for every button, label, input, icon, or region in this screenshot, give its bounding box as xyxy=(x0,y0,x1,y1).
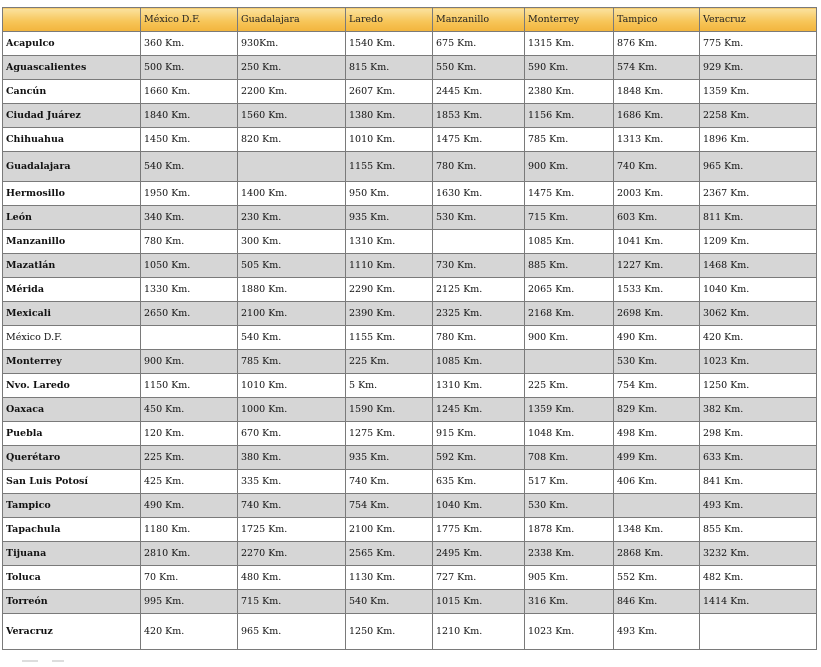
distance-cell: 540 Km. xyxy=(238,326,346,350)
distance-cell: 1210 Km. xyxy=(433,614,525,650)
distance-cell: 995 Km. xyxy=(141,590,238,614)
distance-cell: 590 Km. xyxy=(525,56,614,80)
distance-cell: 740 Km. xyxy=(238,494,346,518)
distance-cell: 1085 Km. xyxy=(525,230,614,254)
header-monterrey: Monterrey xyxy=(525,8,614,32)
table-row xyxy=(3,302,817,326)
distance-cell: 2367 Km. xyxy=(700,182,817,206)
distance-cell: 1040 Km. xyxy=(433,494,525,518)
row-city-label: Tapachula xyxy=(3,518,141,542)
table-row xyxy=(3,518,817,542)
distance-cell: 360 Km. xyxy=(141,32,238,56)
row-city-label: Hermosillo xyxy=(3,182,141,206)
distance-cell: 552 Km. xyxy=(614,566,700,590)
row-city-label: Veracruz xyxy=(3,614,141,650)
table-row xyxy=(3,80,817,104)
row-city-label: Tampico xyxy=(3,494,141,518)
header-mexico-df: México D.F. xyxy=(141,8,238,32)
row-city-label: Tijuana xyxy=(3,542,141,566)
distance-cell: 950 Km. xyxy=(346,182,433,206)
distance-cell: 380 Km. xyxy=(238,446,346,470)
table-row xyxy=(3,56,817,80)
distance-cell: 1533 Km. xyxy=(614,278,700,302)
distance-cell: 498 Km. xyxy=(614,422,700,446)
distance-cell: 2200 Km. xyxy=(238,80,346,104)
distance-cell: 120 Km. xyxy=(141,422,238,446)
distance-cell: 1180 Km. xyxy=(141,518,238,542)
table-row xyxy=(3,32,817,56)
row-city-label: León xyxy=(3,206,141,230)
distance-cell: 1560 Km. xyxy=(238,104,346,128)
distance-cell: 1725 Km. xyxy=(238,518,346,542)
row-city-label: Mérida xyxy=(3,278,141,302)
distance-cell: 1010 Km. xyxy=(238,374,346,398)
distance-cell: 900 Km. xyxy=(525,326,614,350)
table-row xyxy=(3,398,817,422)
distance-cell: 250 Km. xyxy=(238,56,346,80)
distance-cell: 2065 Km. xyxy=(525,278,614,302)
distance-cell: 1590 Km. xyxy=(346,398,433,422)
distance-cell: 1000 Km. xyxy=(238,398,346,422)
header-manzanillo: Manzanillo xyxy=(433,8,525,32)
distance-cell: 754 Km. xyxy=(346,494,433,518)
distance-cell xyxy=(700,614,817,650)
distance-cell: 1775 Km. xyxy=(433,518,525,542)
distance-cell: 2325 Km. xyxy=(433,302,525,326)
distance-cell: 1630 Km. xyxy=(433,182,525,206)
distance-cell xyxy=(238,152,346,182)
distance-cell: 298 Km. xyxy=(700,422,817,446)
distance-cell: 1475 Km. xyxy=(433,128,525,152)
distance-cell: 2445 Km. xyxy=(433,80,525,104)
distance-cell: 1414 Km. xyxy=(700,590,817,614)
distance-cell: 1848 Km. xyxy=(614,80,700,104)
distance-cell: 2290 Km. xyxy=(346,278,433,302)
distance-cell: 1023 Km. xyxy=(700,350,817,374)
distance-cell: 482 Km. xyxy=(700,566,817,590)
distance-cell: 1245 Km. xyxy=(433,398,525,422)
distance-cell: 815 Km. xyxy=(346,56,433,80)
table-row xyxy=(3,206,817,230)
distance-cell: 1010 Km. xyxy=(346,128,433,152)
distance-cell: 490 Km. xyxy=(614,326,700,350)
distance-cell: 1359 Km. xyxy=(700,80,817,104)
row-city-label: Cancún xyxy=(3,80,141,104)
distance-cell: 1156 Km. xyxy=(525,104,614,128)
distance-cell: 2270 Km. xyxy=(238,542,346,566)
distance-cell: 1227 Km. xyxy=(614,254,700,278)
distance-cell: 499 Km. xyxy=(614,446,700,470)
distance-cell: 1878 Km. xyxy=(525,518,614,542)
distance-cell: 2810 Km. xyxy=(141,542,238,566)
distance-cell: 929 Km. xyxy=(700,56,817,80)
distance-cell: 425 Km. xyxy=(141,470,238,494)
distance-cell: 225 Km. xyxy=(141,446,238,470)
distance-cell: 905 Km. xyxy=(525,566,614,590)
table-row xyxy=(3,326,817,350)
header-tampico: Tampico xyxy=(614,8,700,32)
distance-cell: 1540 Km. xyxy=(346,32,433,56)
distance-cell: 5 Km. xyxy=(346,374,433,398)
distance-cell xyxy=(525,350,614,374)
distance-cell: 935 Km. xyxy=(346,446,433,470)
distance-cell: 708 Km. xyxy=(525,446,614,470)
distance-cell: 930Km. xyxy=(238,32,346,56)
distance-cell: 1896 Km. xyxy=(700,128,817,152)
row-city-label: Mazatlán xyxy=(3,254,141,278)
table-row xyxy=(3,254,817,278)
distance-cell: 1250 Km. xyxy=(700,374,817,398)
distance-cell: 715 Km. xyxy=(238,590,346,614)
distance-cell: 1330 Km. xyxy=(141,278,238,302)
distance-cell: 2495 Km. xyxy=(433,542,525,566)
distance-cell: 1209 Km. xyxy=(700,230,817,254)
distance-cell: 2168 Km. xyxy=(525,302,614,326)
header-guadalajara: Guadalajara xyxy=(238,8,346,32)
table-row xyxy=(3,104,817,128)
distance-cell: 1313 Km. xyxy=(614,128,700,152)
row-city-label: Nvo. Laredo xyxy=(3,374,141,398)
distance-cell: 846 Km. xyxy=(614,590,700,614)
distance-cell: 876 Km. xyxy=(614,32,700,56)
distance-cell: 230 Km. xyxy=(238,206,346,230)
distance-cell: 420 Km. xyxy=(141,614,238,650)
distance-cell: 1400 Km. xyxy=(238,182,346,206)
distance-cell: 841 Km. xyxy=(700,470,817,494)
distance-cell: 1050 Km. xyxy=(141,254,238,278)
header-laredo: Laredo xyxy=(346,8,433,32)
distance-cell: 1155 Km. xyxy=(346,152,433,182)
row-city-label: Chihuahua xyxy=(3,128,141,152)
distance-cell: 592 Km. xyxy=(433,446,525,470)
table-row xyxy=(3,422,817,446)
header-veracruz: Veracruz xyxy=(700,8,817,32)
distance-cell: 1380 Km. xyxy=(346,104,433,128)
distance-cell: 1023 Km. xyxy=(525,614,614,650)
distance-cell: 2607 Km. xyxy=(346,80,433,104)
distance-cell xyxy=(614,494,700,518)
distance-cell: 2338 Km. xyxy=(525,542,614,566)
distance-cell: 965 Km. xyxy=(700,152,817,182)
table-row xyxy=(3,350,817,374)
distance-cell: 885 Km. xyxy=(525,254,614,278)
distance-cell: 340 Km. xyxy=(141,206,238,230)
table-row xyxy=(3,182,817,206)
distance-cell: 1110 Km. xyxy=(346,254,433,278)
distance-cell: 406 Km. xyxy=(614,470,700,494)
distance-cell: 450 Km. xyxy=(141,398,238,422)
distance-cell: 2698 Km. xyxy=(614,302,700,326)
distance-cell: 1015 Km. xyxy=(433,590,525,614)
distance-cell: 740 Km. xyxy=(346,470,433,494)
distance-cell: 811 Km. xyxy=(700,206,817,230)
table-row xyxy=(3,278,817,302)
header-row xyxy=(3,8,817,32)
header-corner-cell xyxy=(3,8,141,32)
distance-cell: 225 Km. xyxy=(346,350,433,374)
row-city-label: Toluca xyxy=(3,566,141,590)
distance-cell: 780 Km. xyxy=(433,152,525,182)
distance-cell: 785 Km. xyxy=(525,128,614,152)
distance-cell: 493 Km. xyxy=(700,494,817,518)
distance-cell: 1310 Km. xyxy=(346,230,433,254)
distance-cell: 480 Km. xyxy=(238,566,346,590)
distance-cell: 530 Km. xyxy=(614,350,700,374)
distance-cell: 829 Km. xyxy=(614,398,700,422)
distance-cell: 635 Km. xyxy=(433,470,525,494)
distance-cell: 2380 Km. xyxy=(525,80,614,104)
distance-cell: 574 Km. xyxy=(614,56,700,80)
row-city-label: Puebla xyxy=(3,422,141,446)
distance-cell: 2125 Km. xyxy=(433,278,525,302)
distance-cell: 754 Km. xyxy=(614,374,700,398)
distance-cell: 2003 Km. xyxy=(614,182,700,206)
distance-cell: 3062 Km. xyxy=(700,302,817,326)
distance-cell: 517 Km. xyxy=(525,470,614,494)
table-row xyxy=(3,152,817,182)
distance-cell: 900 Km. xyxy=(525,152,614,182)
distance-cell: 965 Km. xyxy=(238,614,346,650)
distance-cell: 1840 Km. xyxy=(141,104,238,128)
distance-cell: 1275 Km. xyxy=(346,422,433,446)
distance-cell: 382 Km. xyxy=(700,398,817,422)
distance-cell: 1155 Km. xyxy=(346,326,433,350)
table-row xyxy=(3,128,817,152)
row-city-label: Mexicali xyxy=(3,302,141,326)
distance-cell: 335 Km. xyxy=(238,470,346,494)
row-city-label: Monterrey xyxy=(3,350,141,374)
distance-cell: 2390 Km. xyxy=(346,302,433,326)
distance-cell: 70 Km. xyxy=(141,566,238,590)
distance-cell: 727 Km. xyxy=(433,566,525,590)
distance-cell: 785 Km. xyxy=(238,350,346,374)
row-city-label: Manzanillo xyxy=(3,230,141,254)
table-row xyxy=(3,374,817,398)
distance-cell: 316 Km. xyxy=(525,590,614,614)
table-row xyxy=(3,614,817,650)
table-row xyxy=(3,590,817,614)
distance-cell: 1310 Km. xyxy=(433,374,525,398)
row-city-label: San Luis Potosí xyxy=(3,470,141,494)
row-city-label: México D.F. xyxy=(3,326,141,350)
row-city-label: Oaxaca xyxy=(3,398,141,422)
distance-cell: 670 Km. xyxy=(238,422,346,446)
distance-cell: 780 Km. xyxy=(141,230,238,254)
distance-cell: 500 Km. xyxy=(141,56,238,80)
distance-cell: 1250 Km. xyxy=(346,614,433,650)
distance-cell: 730 Km. xyxy=(433,254,525,278)
distance-cell: 1085 Km. xyxy=(433,350,525,374)
table-body xyxy=(3,32,817,650)
distance-cell: 603 Km. xyxy=(614,206,700,230)
distance-cell: 2650 Km. xyxy=(141,302,238,326)
distance-cell: 2565 Km. xyxy=(346,542,433,566)
table-row xyxy=(3,230,817,254)
distance-cell: 820 Km. xyxy=(238,128,346,152)
table-row xyxy=(3,494,817,518)
distance-cell: 1853 Km. xyxy=(433,104,525,128)
table-row xyxy=(3,542,817,566)
distance-cell: 915 Km. xyxy=(433,422,525,446)
distance-cell: 1130 Km. xyxy=(346,566,433,590)
distance-cell: 715 Km. xyxy=(525,206,614,230)
page-footer-mark-icon xyxy=(22,655,70,663)
row-city-label: Aguascalientes xyxy=(3,56,141,80)
distance-cell: 3232 Km. xyxy=(700,542,817,566)
distance-cell: 633 Km. xyxy=(700,446,817,470)
distance-cell: 1468 Km. xyxy=(700,254,817,278)
distance-cell: 300 Km. xyxy=(238,230,346,254)
row-city-label: Ciudad Juárez xyxy=(3,104,141,128)
distance-cell: 1950 Km. xyxy=(141,182,238,206)
distance-cell: 900 Km. xyxy=(141,350,238,374)
row-city-label: Guadalajara xyxy=(3,152,141,182)
distance-cell: 2258 Km. xyxy=(700,104,817,128)
distance-cell: 1359 Km. xyxy=(525,398,614,422)
distance-cell: 1475 Km. xyxy=(525,182,614,206)
distance-cell: 780 Km. xyxy=(433,326,525,350)
distance-cell: 420 Km. xyxy=(700,326,817,350)
distance-cell: 675 Km. xyxy=(433,32,525,56)
distance-cell: 505 Km. xyxy=(238,254,346,278)
distance-cell: 530 Km. xyxy=(525,494,614,518)
distance-cell: 490 Km. xyxy=(141,494,238,518)
distance-cell: 1880 Km. xyxy=(238,278,346,302)
distance-cell: 1660 Km. xyxy=(141,80,238,104)
table-row xyxy=(3,470,817,494)
distance-cell: 1040 Km. xyxy=(700,278,817,302)
distance-cell xyxy=(141,326,238,350)
distance-cell: 1348 Km. xyxy=(614,518,700,542)
distance-cell: 225 Km. xyxy=(525,374,614,398)
distance-cell: 1450 Km. xyxy=(141,128,238,152)
distance-cell: 540 Km. xyxy=(141,152,238,182)
table-row xyxy=(3,566,817,590)
distance-cell: 540 Km. xyxy=(346,590,433,614)
distance-cell: 550 Km. xyxy=(433,56,525,80)
row-city-label: Acapulco xyxy=(3,32,141,56)
distance-cell: 2868 Km. xyxy=(614,542,700,566)
distance-cell: 935 Km. xyxy=(346,206,433,230)
distance-cell: 1041 Km. xyxy=(614,230,700,254)
distance-cell: 1686 Km. xyxy=(614,104,700,128)
distance-cell: 740 Km. xyxy=(614,152,700,182)
distance-cell xyxy=(433,230,525,254)
row-city-label: Torreón xyxy=(3,590,141,614)
distance-cell: 775 Km. xyxy=(700,32,817,56)
distance-cell: 2100 Km. xyxy=(238,302,346,326)
distance-cell: 1048 Km. xyxy=(525,422,614,446)
row-city-label: Querétaro xyxy=(3,446,141,470)
distance-cell: 1315 Km. xyxy=(525,32,614,56)
distance-cell: 2100 Km. xyxy=(346,518,433,542)
distance-cell: 530 Km. xyxy=(433,206,525,230)
distance-cell: 1150 Km. xyxy=(141,374,238,398)
distance-table xyxy=(2,7,817,650)
table-row xyxy=(3,446,817,470)
distance-cell: 855 Km. xyxy=(700,518,817,542)
distance-cell: 493 Km. xyxy=(614,614,700,650)
